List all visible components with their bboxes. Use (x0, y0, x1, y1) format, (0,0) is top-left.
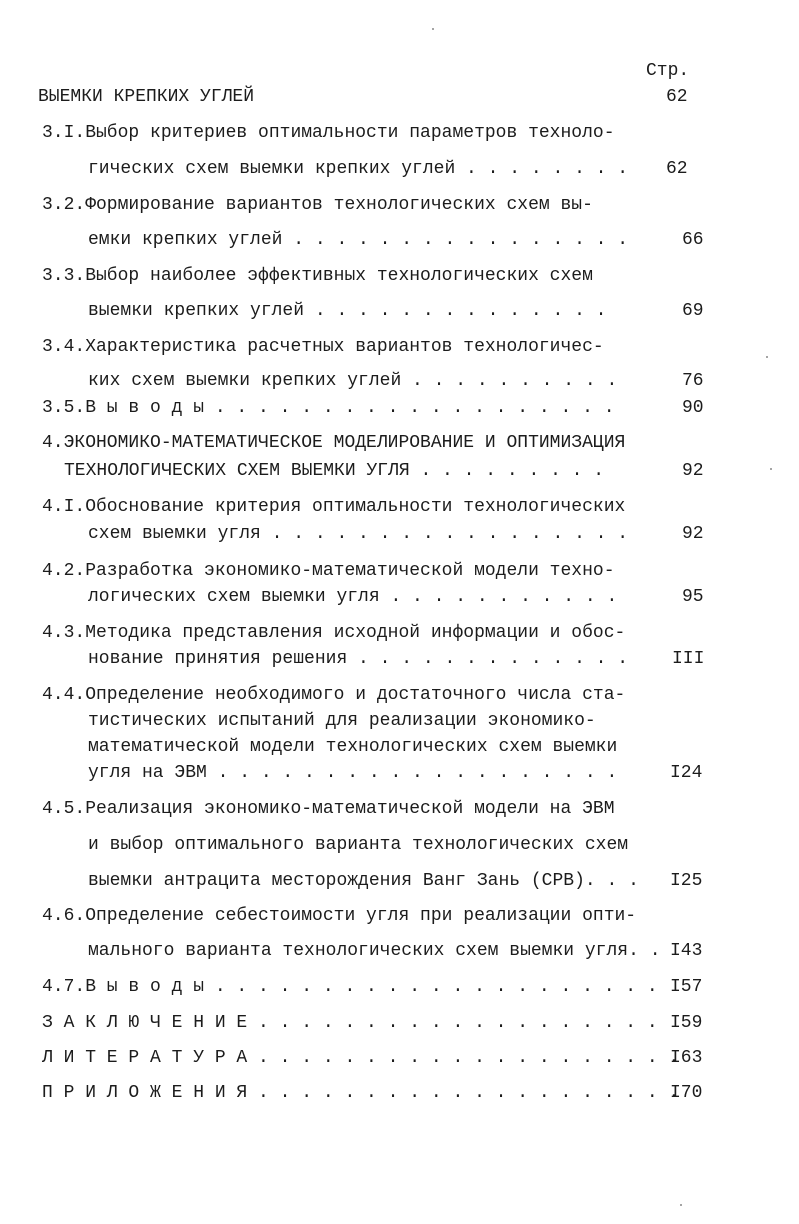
toc-page-number: 92 (682, 461, 704, 481)
scan-speck (766, 356, 768, 358)
toc-line: 3.I.Выбор критериев оптимальности параметров техноло- (42, 123, 615, 143)
scan-speck (680, 1204, 682, 1206)
toc-page-number: I25 (670, 871, 703, 891)
page-column-header: Стр. (646, 61, 690, 81)
toc-line: и выбор оптимального варианта технологических схем (88, 835, 629, 855)
toc-line: 3.2.Формирование вариантов технологических схем вы- (42, 195, 593, 215)
toc-page-number: I70 (670, 1083, 703, 1103)
toc-page-number: 90 (682, 398, 704, 418)
toc-line: 4.I.Обоснование критерия оптимальности технологических (42, 497, 626, 517)
toc-line: выемки крепких углей . . . . . . . . . . . . . . (88, 301, 607, 321)
toc-page-number: 62 (666, 87, 688, 107)
toc-line: ТЕХНОЛОГИЧЕСКИХ СХЕМ ВЫЕМКИ УГЛЯ . . . . . . . . . (64, 461, 605, 481)
toc-line: 4.2.Разработка экономико-математической модели техно- (42, 561, 615, 581)
toc-line: 3.5.В ы в о д ы . . . . . . . . . . . . . . . . . . . (42, 398, 615, 418)
toc-line: 4.3.Методика представления исходной информации и обос- (42, 623, 626, 643)
toc-line: выемки антрацита месторождения Ванг Зань (СРВ). . . (88, 871, 639, 891)
toc-line: гических схем выемки крепких углей . . . . . . . . (88, 159, 629, 179)
toc-page-number: 66 (682, 230, 704, 250)
toc-line: схем выемки угля . . . . . . . . . . . . . . . . . (88, 524, 629, 544)
toc-line: математической модели технологических схем выемки (88, 737, 618, 757)
toc-line: тистических испытаний для реализации экономико- (88, 711, 596, 731)
toc-page-number: 92 (682, 524, 704, 544)
toc-line: З А К Л Ю Ч Е Н И Е . . . . . . . . . . . . . . . . . . . (42, 1013, 658, 1033)
toc-line: 4.6.Определение себестоимости угля при реализации опти- (42, 906, 637, 926)
toc-line: Л И Т Е Р А Т У Р А . . . . . . . . . . . . . . . . . . . . (42, 1048, 680, 1068)
toc-page-number: 95 (682, 587, 704, 607)
toc-line: 4.7.В ы в о д ы . . . . . . . . . . . . . . . . . . . . . (42, 977, 658, 997)
toc-line: 4.ЭКОНОМИКО-МАТЕМАТИЧЕСКОЕ МОДЕЛИРОВАНИЕ И ОПТИМИЗАЦИЯ (42, 433, 626, 453)
toc-page-number: 62 (666, 159, 688, 179)
scan-speck (770, 468, 772, 470)
toc-page-number: I59 (670, 1013, 703, 1033)
toc-line: ких схем выемки крепких углей . . . . . . . . . . (88, 371, 618, 391)
toc-line: 3.4.Характеристика расчетных вариантов технологичес- (42, 337, 604, 357)
toc-page-number: I43 (670, 941, 703, 961)
toc-line: 4.4.Определение необходимого и достаточного числа ста- (42, 685, 626, 705)
toc-line: 4.5.Реализация экономико-математической модели на ЭВМ (42, 799, 615, 819)
toc-page-number: I57 (670, 977, 703, 997)
toc-line: емки крепких углей . . . . . . . . . . . . . . . . (88, 230, 629, 250)
toc-page-number: I24 (670, 763, 703, 783)
toc-line: угля на ЭВМ . . . . . . . . . . . . . . . . . . . (88, 763, 618, 783)
toc-line: нование принятия решения . . . . . . . . . . . . . (88, 649, 629, 669)
toc-line: мального варианта технологических схем выемки угля. . (88, 941, 661, 961)
toc-line: П Р И Л О Ж Е Н И Я . . . . . . . . . . . . . . . . . . . . (42, 1083, 680, 1103)
toc-page-number: I63 (670, 1048, 703, 1068)
toc-line: ВЫЕМКИ КРЕПКИХ УГЛЕЙ (38, 87, 255, 107)
toc-page-number: 76 (682, 371, 704, 391)
toc-line: 3.3.Выбор наиболее эффективных технологических схем (42, 266, 593, 286)
scan-speck (432, 28, 434, 30)
toc-line: логических схем выемки угля . . . . . . . . . . . (88, 587, 618, 607)
toc-page-number: III (672, 649, 705, 669)
toc-page-number: 69 (682, 301, 704, 321)
